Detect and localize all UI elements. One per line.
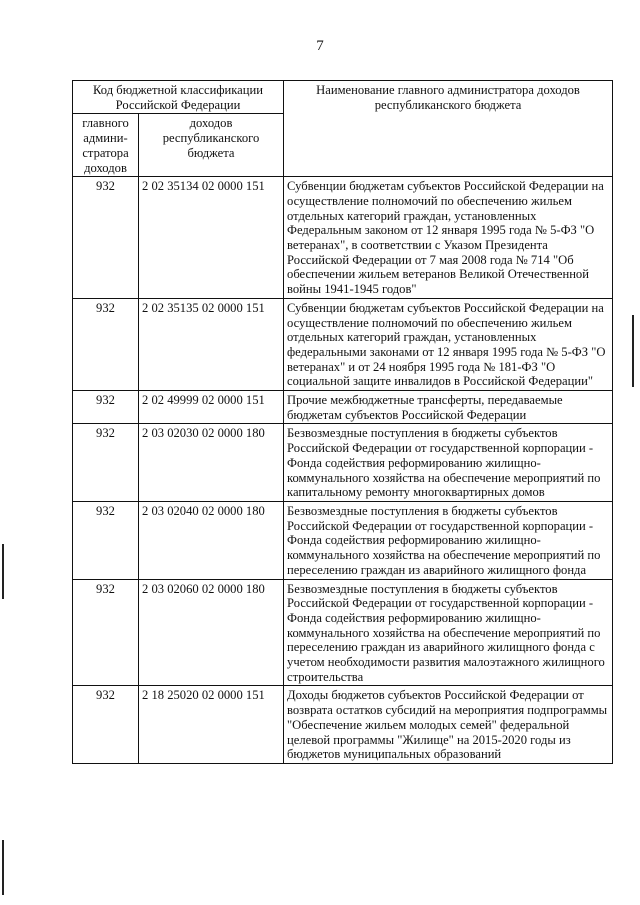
revenue-name-cell: Безвозмездные поступления в бюджеты субъектов Российской Федерации от государственной корпорации - Фонда содействия реформированию жилищно-коммунального хозяйства на обеспечение мероприятий по переселению граждан из аварийного жилищного фонда: [284, 501, 613, 579]
administrator-code-cell: 932: [73, 298, 139, 390]
table-row: [73, 391, 613, 424]
revenue-code-cell: 2 02 35135 02 0000 151: [139, 298, 284, 390]
table-header: [73, 81, 613, 177]
margin-mark: [2, 840, 4, 895]
table-row: [73, 579, 613, 686]
table-body: [73, 177, 613, 764]
table-row: [73, 298, 613, 390]
revenue-code-cell: 2 03 02040 02 0000 180: [139, 501, 284, 579]
administrator-code-cell: 932: [73, 579, 139, 686]
revenue-name-cell: Доходы бюджетов субъектов Российской Федерации от возврата остатков субсидий на мероприятия подпрограммы "Обеспечение жильем молодых семей" федеральной целевой программы "Жилище" на 2015-2020 годы из бюджетов муниципальных образований: [284, 686, 613, 764]
table-row: [73, 501, 613, 579]
revenue-code-cell: 2 03 02060 02 0000 180: [139, 579, 284, 686]
revenue-classification-table: [72, 80, 613, 764]
revenue-code-cell: 2 02 49999 02 0000 151: [139, 391, 284, 424]
revenue-code-cell: 2 18 25020 02 0000 151: [139, 686, 284, 764]
page-number: 7: [316, 38, 324, 54]
administrator-code-cell: 932: [73, 424, 139, 502]
revenue-code-cell: 2 02 35134 02 0000 151: [139, 177, 284, 299]
revenue-name-cell: Безвозмездные поступления в бюджеты субъектов Российской Федерации от государственной корпорации - Фонда содействия реформированию жилищно-коммунального хозяйства на обеспечение мероприятий по капитальному ремонту многоквартирных домов: [284, 424, 613, 502]
revenue-name-cell: Прочие межбюджетные трансферты, передаваемые бюджетам субъектов Российской Федерации: [284, 391, 613, 424]
table-row: [73, 686, 613, 764]
revenue-name-cell: Субвенции бюджетам субъектов Российской Федерации на осуществление полномочий по обеспечению жильем отдельных категорий граждан, установленных Федеральным законом от 12 января 1995 года № 5-ФЗ "О ветеранах", в соответствии с Указом Президента Российской Федерации от 7 мая 2008 года № 714 "Об обеспечении жильем ветеранов Великой Отечественной войны 1941-1945 годов": [284, 177, 613, 299]
administrator-code-cell: 932: [73, 686, 139, 764]
margin-mark: [2, 544, 4, 599]
revenue-code-cell: 2 03 02030 02 0000 180: [139, 424, 284, 502]
header-administrator-name: Наименование главного администратора доходов республиканского бюджета: [284, 81, 613, 177]
table-row: [73, 177, 613, 299]
header-main-administrator: главного админи-стратора доходов: [73, 114, 139, 177]
header-republican-budget-revenue: доходов республиканского бюджета: [139, 114, 284, 177]
administrator-code-cell: 932: [73, 391, 139, 424]
administrator-code-cell: 932: [73, 177, 139, 299]
table-row: [73, 424, 613, 502]
administrator-code-cell: 932: [73, 501, 139, 579]
header-budget-classification-code: Код бюджетной классификации Российской Федерации: [73, 81, 284, 114]
margin-mark: [632, 315, 634, 387]
revenue-name-cell: Субвенции бюджетам субъектов Российской Федерации на осуществление полномочий по обеспечению жильем отдельных категорий граждан, установленных федеральными законами от 12 января 1995 года № 5-ФЗ "О ветеранах" и от 24 ноября 1995 года № 181-ФЗ "О социальной защите инвалидов в Российской Федерации": [284, 298, 613, 390]
revenue-name-cell: Безвозмездные поступления в бюджеты субъектов Российской Федерации от государственной корпорации - Фонда содействия реформированию жилищно-коммунального хозяйства на обеспечение мероприятий по переселению граждан из аварийного жилищного фонда с учетом необходимости развития малоэтажного жилищного строительства: [284, 579, 613, 686]
